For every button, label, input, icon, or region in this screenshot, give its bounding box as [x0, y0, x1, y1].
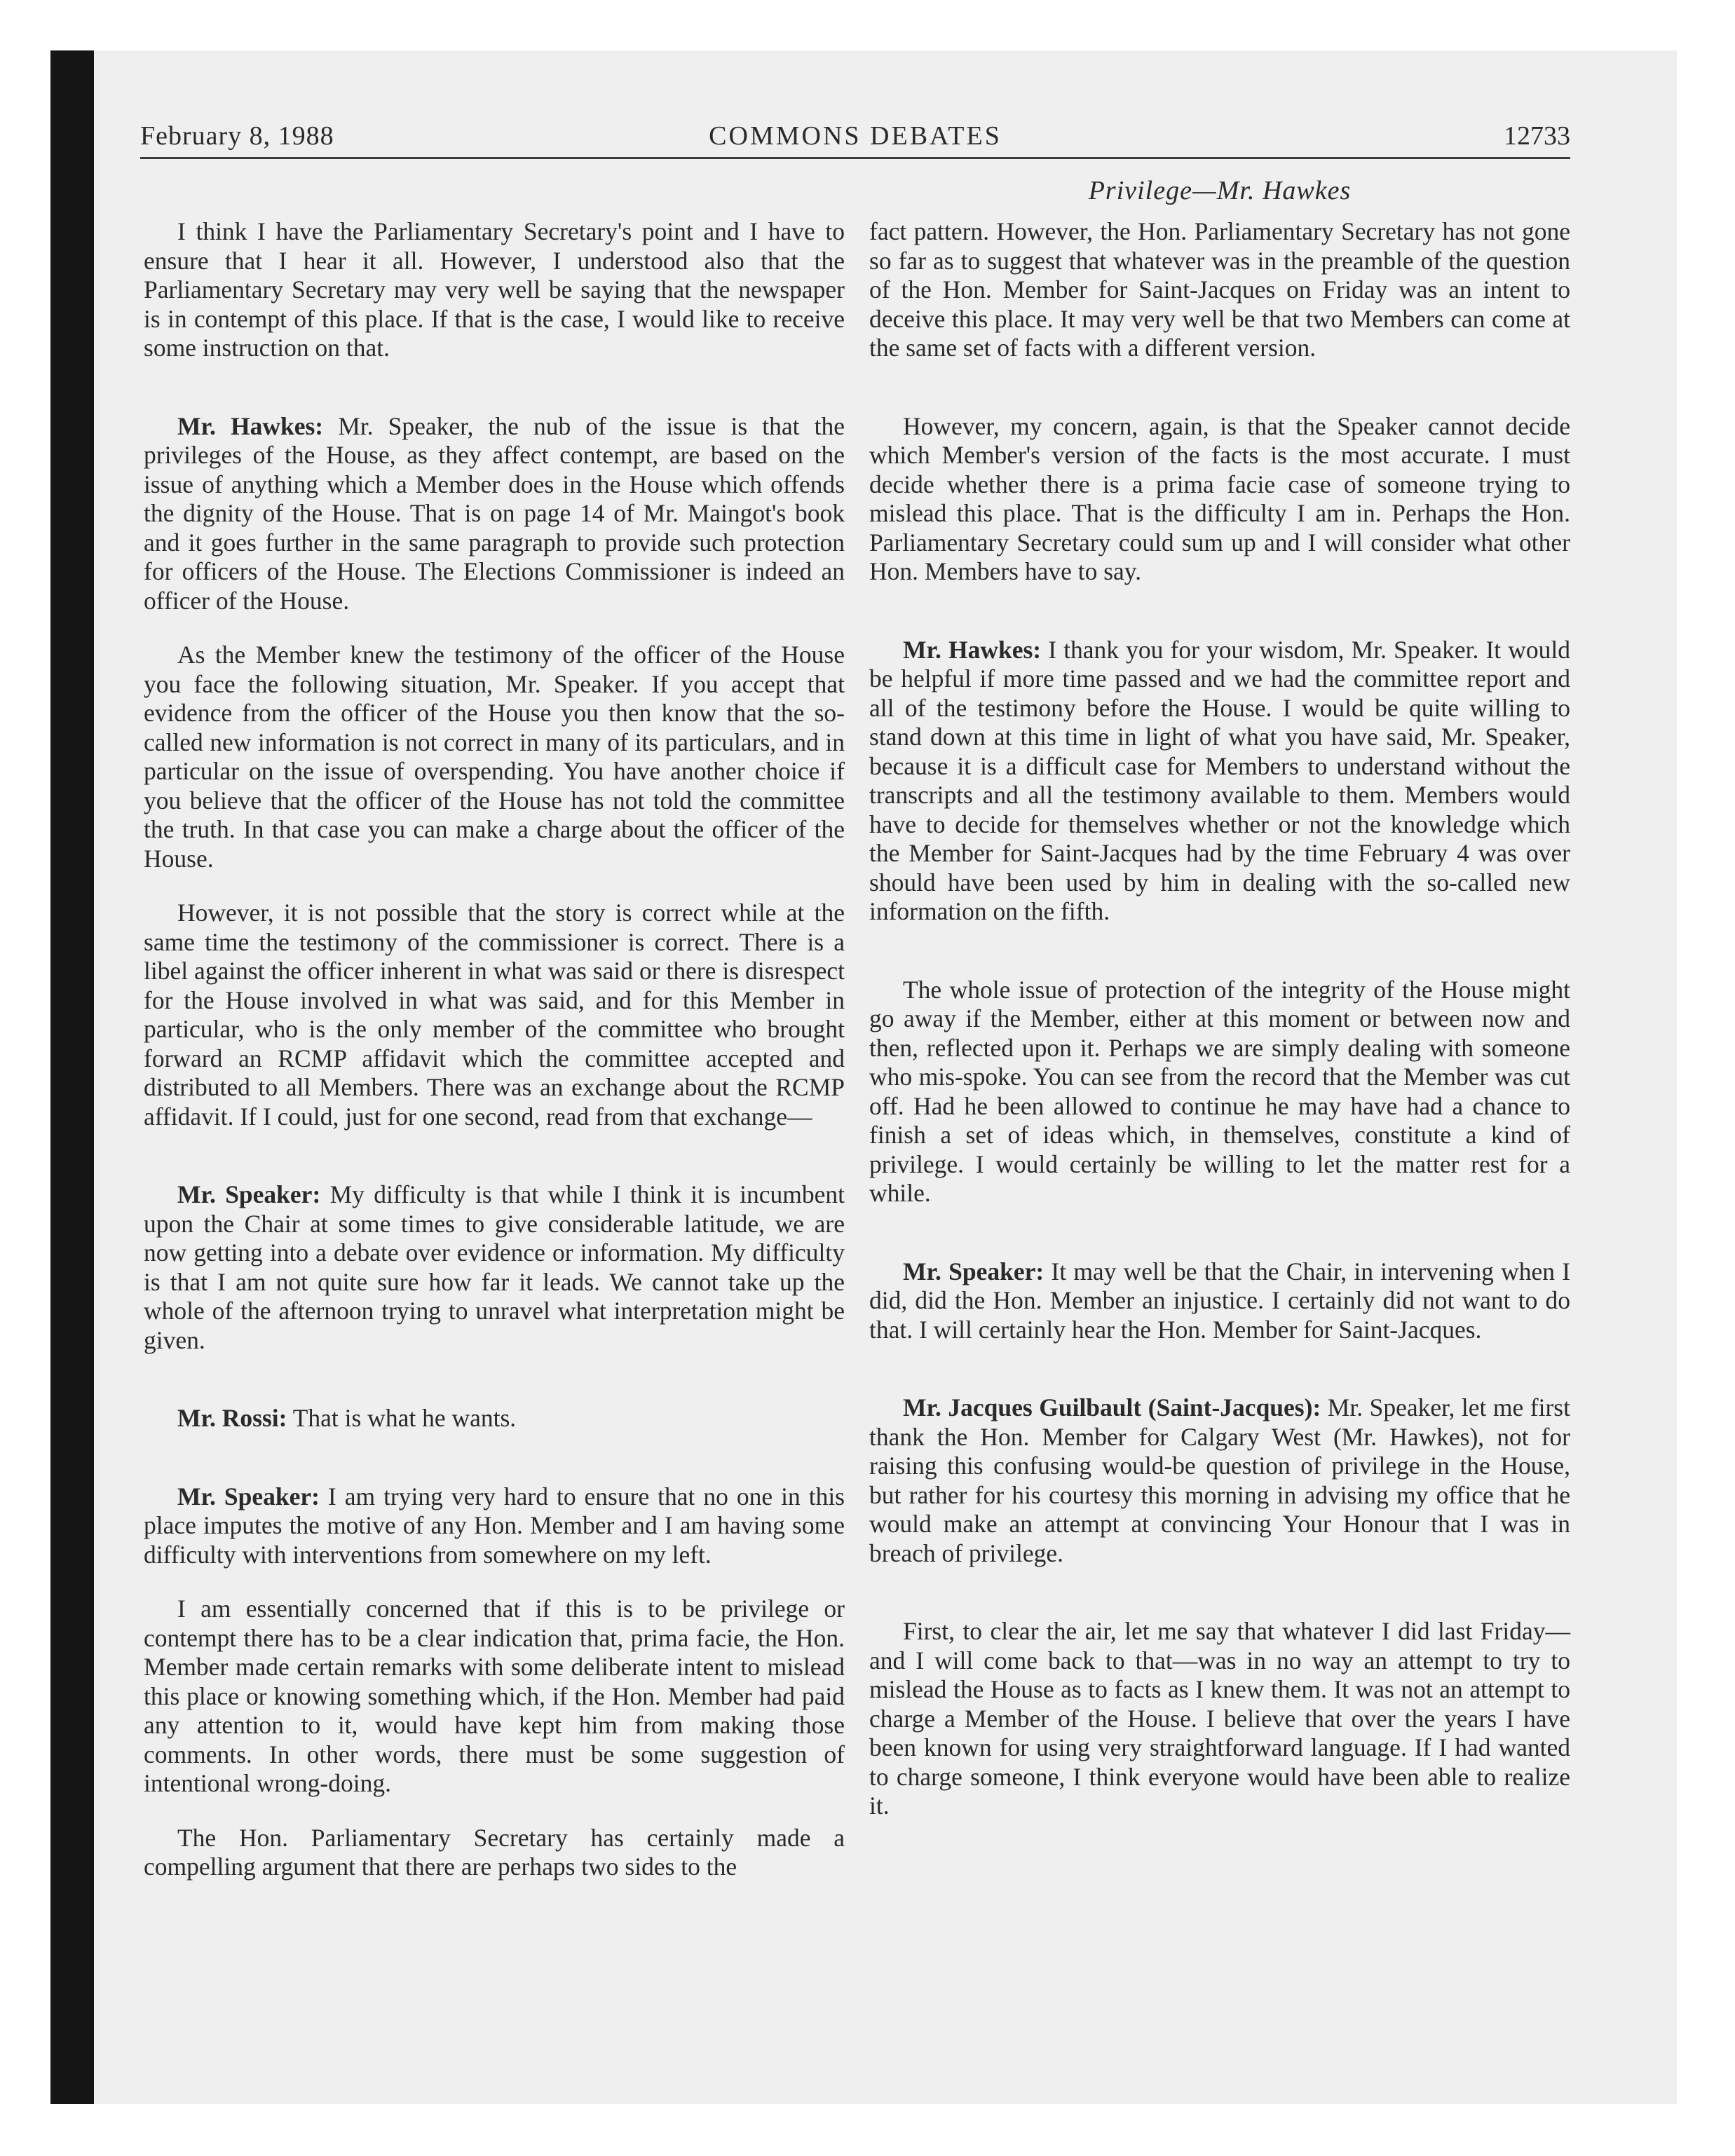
paragraph	[869, 1393, 1570, 1568]
speaker-name: Mr. Hawkes:	[903, 635, 1042, 664]
paragraph	[144, 1404, 845, 1433]
section-subheader: Privilege—Mr. Hawkes	[1088, 176, 1352, 205]
left-column	[144, 217, 845, 1907]
paragraph: However, my concern, again, is that the Speaker cannot decide which Member's version of the facts is the most accurate. I must decide whether there is a prima facie case of someone trying to mislead this place. That is the difficulty I am in. Perhaps the Hon. Parliamentary Secretary could sum up and I will consider what other Hon. Members have to say.	[869, 411, 1570, 585]
speaker-name: Mr. Speaker:	[903, 1257, 1045, 1285]
paragraph: However, it is not possible that the story is correct while at the same time the testimony of the commissioner is correct. There is a libel against the officer inherent in what was said or there is disrespect for the House involved in what was said, and for this Member in particular, who is the only member of the committee who brought forward an RCMP affidavit which the committee accepted and distributed to all Members. There was an exchange about the RCMP affidavit. If I could, just for one second, read from that exchange—	[144, 899, 845, 1131]
paragraph: fact pattern. However, the Hon. Parliamentary Secretary has not gone so far as to suggest that whatever was in the preamble of the question of the Hon. Member for Saint-Jacques on Friday was an intent to deceive this place. It may very well be that two Members can come at the same set of facts with a different version.	[869, 217, 1570, 362]
header-title: COMMONS DEBATES	[709, 121, 1002, 151]
paragraph: I think I have the Parliamentary Secretary's point and I have to ensure that I hear it all. However, I understood also that the Parliamentary Secretary may very well be saying that the newspaper is in contempt of this place. If that is the case, I would like to receive some instruction on that.	[144, 217, 845, 362]
speaker-name: Mr. Speaker:	[177, 1180, 321, 1208]
page-header	[140, 121, 1570, 159]
paragraph-text: Mr. Speaker, the nub of the issue is that the privileges of the House, as they affect contempt, are based on the issue of anything which a Member does in the House which offends the dignity of the House. That is on page 14 of Mr. Maingot's book and it goes further in the same paragraph to provide such protection for officers of the House. The Elections Commissioner is indeed an officer of the House.	[144, 411, 845, 615]
speaker-name: Mr. Rossi:	[177, 1404, 287, 1432]
paragraph: First, to clear the air, let me say that whatever I did last Friday—and I will come back to that—was in no way an attempt to try to mislead the House as to facts as I knew them. It was not an attempt to charge a Member of the House. I believe that over the years I have been known for using very straightforward language. If I had wanted to charge someone, I think everyone would have been able to realize it.	[869, 1617, 1570, 1820]
header-date: February 8, 1988	[140, 121, 334, 151]
paragraph	[144, 1482, 845, 1570]
right-column	[869, 217, 1570, 1846]
speaker-name: Mr. Speaker:	[177, 1482, 320, 1510]
header-page-number: 12733	[1504, 121, 1570, 151]
paragraph: The Hon. Parliamentary Secretary has certainly made a compelling argument that there are perhaps two sides to the	[144, 1823, 845, 1881]
paragraph	[144, 412, 845, 616]
paragraph: As the Member knew the testimony of the officer of the House you face the following situation, Mr. Speaker. If you accept that evidence from the officer of the House you then know that the so-called new information is not correct in many of its particulars, and in particular on the issue of overspending. You have another choice if you believe that the officer of the House has not told the committee the truth. In that case you can make a charge about the officer of the House.	[144, 641, 845, 873]
paragraph: I am essentially concerned that if this is to be privilege or contempt there has to be a clear indication that, prima facie, the Hon. Member made certain remarks with some deliberate intent to mislead this place or knowing something which, if the Hon. Member had paid any attention to it, would have kept him from making those comments. In other words, there must be some suggestion of intentional wrong-doing.	[144, 1595, 845, 1797]
paragraph-text: I thank you for your wisdom, Mr. Speaker. It would be helpful if more time passed and we had the committee report and all of the testimony before the House. I would be quite willing to stand down at this time in light of what you have said, Mr. Speaker, because it is a difficult case for Members to understand without the transcripts and all the testimony available to them. Members would have to decide for themselves whether or not the knowledge which the Member for Saint-Jacques had by the time February 4 was over should have been used by him in dealing with the so-called new information on the fifth.	[869, 635, 1570, 925]
speaker-name: Mr. Jacques Guilbault (Saint-Jacques):	[903, 1393, 1321, 1421]
paragraph: The whole issue of protection of the integrity of the House might go away if the Member, either at this moment or between now and then, reflected upon it. Perhaps we are simply dealing with someone who mis-spoke. You can see from the record that the Member was cut off. Had he been allowed to continue he may have had a chance to finish a set of ideas which, in themselves, constitute a kind of privilege. I would certainly be willing to let the matter rest for a while.	[869, 975, 1570, 1207]
paragraph-text: That is what he wants.	[287, 1404, 517, 1432]
paragraph-text: I am trying very hard to ensure that no one in this place imputes the motive of any Hon. Member and I am having some difficulty with interventions from somewhere on my left.	[144, 1482, 845, 1569]
paragraph	[869, 636, 1570, 927]
paragraph	[144, 1180, 845, 1355]
speaker-name: Mr. Hawkes:	[177, 411, 324, 440]
paragraph	[869, 1257, 1570, 1345]
paragraph-text: Mr. Speaker, let me first thank the Hon. Member for Calgary West (Mr. Hawkes), not for raising this confusing would-be question of privilege in the House, but rather for his courtesy this morning in advising my office that he would make an attempt at convincing Your Honour that I was in breach of privilege.	[869, 1393, 1570, 1567]
paragraph-text: My difficulty is that while I think it is incumbent upon the Chair at some times to give considerable latitude, we are now getting into a debate over evidence or information. My difficulty is that I am not quite sure how far it leads. We cannot take up the whole of the afternoon trying to unravel what interpretation might be given.	[144, 1180, 845, 1354]
binding-edge	[50, 50, 94, 2104]
paragraph-text: It may well be that the Chair, in intervening when I did, did the Hon. Member an injustice. I certainly did not want to do that. I will certainly hear the Hon. Member for Saint-Jacques.	[869, 1257, 1571, 1344]
